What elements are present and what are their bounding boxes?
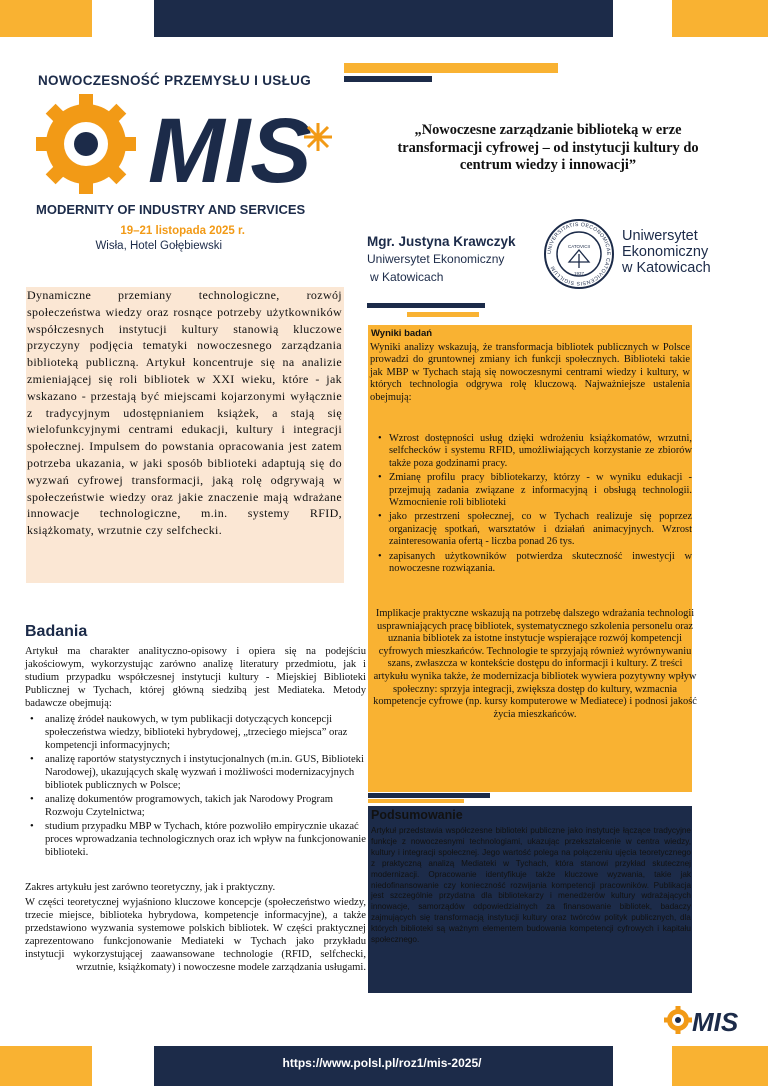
research-scope-detail: W części teoretycznej wyjaśniono kluczowe koncepcje (społeczeństwo wiedzy, trzecie miejsce, biblioteka hybrydowa, kompetencje informacyjne), a także przedstawiono wyzwania systemowe polskich bibliotek. W części praktycznej zaprezentowano funkcjonowanie Mediateki w Tychach jako przykładu instytucji wykorzystującej zaawansowane technologie (RFID, selfchecki, wrzutnie, książkomaty) i nowoczesne modele zarządzania usługami. [25, 897, 366, 973]
top-right-orange-bar [672, 0, 768, 37]
seal-center-text: CATOVICII [567, 244, 591, 249]
mis-small-logo-text: MIS [692, 1007, 739, 1036]
gear-icon [36, 94, 136, 194]
gear-icon [664, 1006, 692, 1034]
author-affiliation-line1: Uniwersytet Ekonomiczny [367, 252, 505, 266]
title-orange-accent [344, 63, 558, 73]
mis-logo [30, 92, 340, 202]
bottom-left-orange-bar [0, 1046, 92, 1086]
research-heading: Badania [25, 623, 88, 640]
research-method-item: • studium przypadku MBP w Tychach, które pozwoliło empirycznie ukazać proces wprowadzania technologicznych oraz ich wpływ na funkcjonowanie biblioteki. [30, 820, 366, 859]
results-intro: Wyniki analizy wskazują, że transformacja bibliotek publicznych w Polsce prowadzi do gruntownej zmiany ich funkcji społecznych. Biblioteki takie jak MBP w Tychach stają się nowoczesnymi centrami wiedzy i kultury, w których technologia odgrywa rolę kluczową. Najważniejsze ustalenia obejmują: [370, 342, 690, 403]
author-navy-underline [367, 303, 485, 308]
author-name: Mgr. Justyna Krawczyk [367, 234, 516, 249]
conference-kicker: NOWOCZESNOŚĆ PRZEMYSŁU I USŁUG [38, 73, 312, 88]
top-navy-bar [154, 0, 613, 37]
poster-title: „Nowoczesne zarządzanie biblioteką w erze transformacji cyfrowej – od instytucji kultury do centrum wiedzy i innowacji” [397, 122, 699, 173]
university-seal-icon [543, 218, 615, 290]
research-method-item: • analizę źródeł naukowych, w tym publikacji dotyczących koncepcji społeczeństwa wiedzy, biblioteki hybrydowej, „trzeciego miejsca” oraz kompetencji informacyjnych; [30, 713, 366, 752]
spark-icon [304, 123, 332, 151]
bottom-right-orange-bar [672, 1046, 768, 1086]
seal-ring-text: UNIVERSITATIS OECONOMICAE CATOVICENSIS SIGILLUM [546, 221, 612, 287]
seal-year: 1937 [573, 271, 585, 276]
mis-logo-text: MIS [148, 100, 312, 202]
research-method-item: • analizę raportów statystycznych i instytucjonalnych (m.in. GUS, Biblioteki Narodowej), ukazujących skalę wyzwań i możliwości modernizacyjnych bibliotek publicznych w Polsce; [30, 753, 366, 792]
research-method-item: • analizę dokumentów programowych, takich jak Narodowy Program Rozwoju Czytelnictwa; [30, 793, 366, 819]
university-name [622, 228, 711, 276]
conference-dates: 19–21 listopada 2025 r. [120, 225, 245, 237]
summary-top-navy-accent [368, 793, 490, 798]
results-list [378, 433, 692, 577]
university-name-line1: Uniwersytet [622, 228, 698, 244]
research-intro: Artykuł ma charakter analityczno-opisowy i opiera się na podejściu jakościowym, wykorzystując zarówno analizę literatury przedmiotu, jak i studium przypadku współczesnej instytucji kultury - Miejskiej Biblioteki Publicznej w Tychach, której główną siedzibą jest Mediateka. Metody badawcze obejmują: [25, 646, 366, 709]
summary-text: Artykuł przedstawia współczesne biblioteki publiczne jako instytucje łączące tradycyjne funkcje z nowoczesnymi technologiami, ukazując przekształcenie w centra wiedzy, kultury i integracji społecznej. Jego wartość polega na połączeniu ujęcia teoretycznego z praktyczną analizą Mediateki w Tychach, która stanowi przykład skutecznej modernizacji. Opracowanie identyfikuje także kluczowe wyzwania, takie jak niedofinansowanie czy konieczność rozwijania kompetencji pracowników. Publikacja jest szczególnie przydatna dla bibliotekarzy i menedżerów kultury wdrażających innowacje, samorządów odpowiedzialnych za finansowanie bibliotek, badaczy zajmujących się transformacją instytucji kultury oraz twórców polityk publicznych, dla których biblioteki są ważnym elementem budowania kompetencji cyfrowych i kapitału społecznego. [371, 826, 691, 945]
results-list-item: • jako przestrzeni społecznej, co w Tychach realizuje się poprzez organizację spotkań, warsztatów i działań animacyjnych. Wzrost zainteresowania ofertą - liczba ponad 26 tys. [378, 511, 692, 548]
research-methods-list [30, 713, 366, 860]
summary-heading: Podsumowanie [371, 808, 463, 822]
results-heading: Wyniki badań [371, 328, 433, 339]
footer-url-link[interactable]: https://www.polsl.pl/roz1/mis-2025/ [282, 1056, 482, 1070]
intro-text: Dynamiczne przemiany technologiczne, rozwój społeczeństwa wiedzy oraz rosnące potrzeby użytkowników współczesnych instytucji kultury stanowią kluczowe przyczyny podjęcia tematyki nowoczesnego zarządzania biblioteką publiczną. Artykuł koncentruje się na analizie zmieniającej się roli bibliotek w XXI wieku, które - jak wskazano - przestają być miejscami kojarzonymi wyłącznie z tradycyjnym udostępnianiem książek, a stają się wielofunkcyjnymi centrami edukacji, kultury i integracji społecznej. Impulsem do powstania opracowania jest zatem potrzeba ukazania, w jaki sposób biblioteki adaptują się do wyzwań cyfrowej transformacji, jaką rolę odgrywają w społeczeństwie wiedzy oraz jakie znaczenie mają wdrażane innowacje technologiczne, m.in. systemy RFID, książkomaty, wrzutnie czy selfchecki. [27, 288, 342, 538]
research-scope: Zakres artykułu jest zarówno teoretyczny, jak i praktyczny. [25, 882, 276, 893]
implications-text: Implikacje praktyczne wskazują na potrzebę dalszego wdrażania technologii usprawniających pracę bibliotek, systematycznego szkolenia personelu oraz uznania bibliotek za istotne instytucje wspierające rozwój kompetencji cyfrowych mieszkańców. Technologie te sprzyjają również wyrównywaniu szans, zwłaszcza w kontekście dostępu do informacji i kultury. Z treści artykułu wynika także, że modernizacja bibliotek wywiera pozytywny wpływ społeczny: sprzyja integracji, zwiększa dostęp do kultury, wzmacnia kompetencje cyfrowe (np. kursy komputerowe w Mediatece) i podnosi jakość życia mieszkańców. [373, 608, 697, 720]
university-name-line2: Ekonomiczny [622, 244, 709, 260]
top-left-orange-bar [0, 0, 92, 37]
results-list-item: • Zmianę profilu pracy bibliotekarzy, którzy - w wyniku edukacji - przejmują zadania związane z informacyjną i obsługą technologii. Wzmocnienie roli biblioteki [378, 472, 692, 509]
title-navy-accent [344, 76, 432, 82]
university-name-line3: w Katowicach [622, 260, 711, 276]
mis-small-logo [664, 1004, 748, 1036]
conference-tagline: MODERNITY OF INDUSTRY AND SERVICES [36, 202, 306, 217]
results-list-item: • Wzrost dostępności usług dzięki wdrożeniu książkomatów, wrzutni, selfchecków i systemu RFID, umożliwiających korzystanie ze zbiorów także poza godzinami pracy. [378, 433, 692, 470]
results-list-item: • zapisanych użytkowników potwierdza skuteczność inwestycji w nowoczesne rozwiązania. [378, 551, 692, 576]
author-affiliation-line2: w Katowicach [370, 270, 444, 284]
conference-venue: Wisła, Hotel Gołębiewski [95, 240, 222, 252]
author-orange-underline [407, 312, 479, 317]
summary-top-orange-accent [368, 799, 464, 803]
